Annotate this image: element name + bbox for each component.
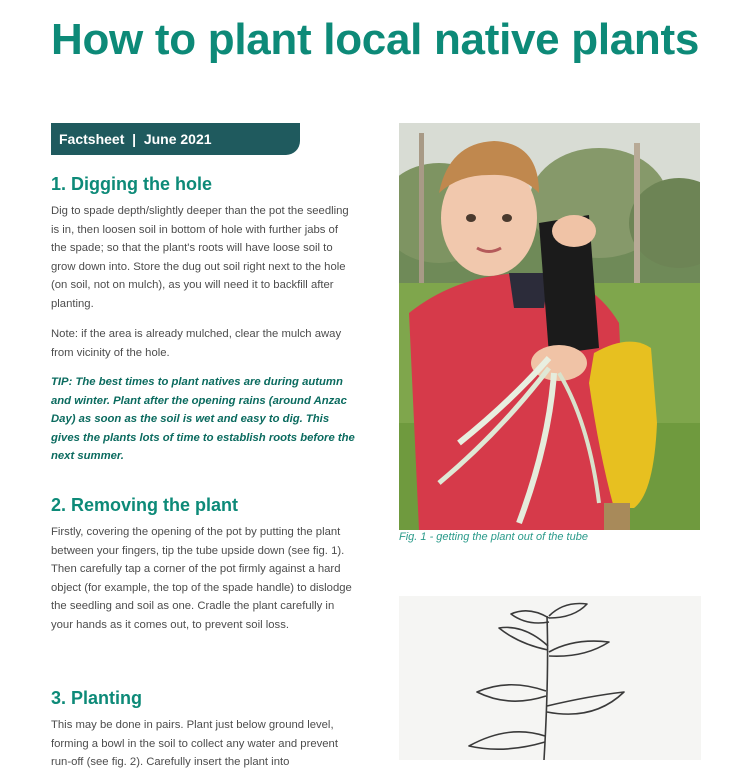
page-title: How to plant local native plants bbox=[51, 15, 700, 64]
factsheet-banner: Factsheet | June 2021 bbox=[51, 123, 300, 155]
figure-2-sketch bbox=[399, 596, 701, 760]
section-heading-planting: 3. Planting bbox=[51, 688, 143, 708]
section-heading-removing: 2. Removing the plant bbox=[51, 495, 239, 515]
figure-1-photo bbox=[399, 123, 700, 530]
digging-note: Note: if the area is already mulched, clear the mulch away from vicinity of the hole. bbox=[51, 328, 342, 359]
planting-paragraph: This may be done in pairs. Plant just below ground level, forming a bowl in the soil to collect any water and prevent run-off (see fig. 2). Carefully insert the plant into bbox=[51, 719, 338, 768]
planting-tip: TIP: The best times to plant natives are during autumn and winter. Plant after the opening rains (around Anzac Day) as soon as the soil is wet and easy to dig. This gives the plants lots of time to establish roots before the next summer. bbox=[51, 376, 355, 462]
section-heading-digging: 1. Digging the hole bbox=[51, 174, 212, 194]
digging-paragraph: Dig to spade depth/slightly deeper than the pot the seedling is in, then loosen soil in bottom of hole with further jabs of the spade; so that the plant's roots will have loose soil to grow down into. Store the dug out soil right next to the hole (on soil, not on mulch), as you will need it to backfill after planting. bbox=[51, 205, 349, 310]
figure-1-caption: Fig. 1 - getting the plant out of the tube bbox=[399, 531, 588, 543]
removing-paragraph: Firstly, covering the opening of the pot by putting the plant between your fingers, tip the tube upside down (see fig. 1). Then carefully tap a corner of the pot firmly against a hard object (for example, the top of the spade handle) to dislodge the seedling and soil as one. Cradle the plant carefully in your hands as it comes out, to prevent soil loss. bbox=[51, 526, 352, 631]
